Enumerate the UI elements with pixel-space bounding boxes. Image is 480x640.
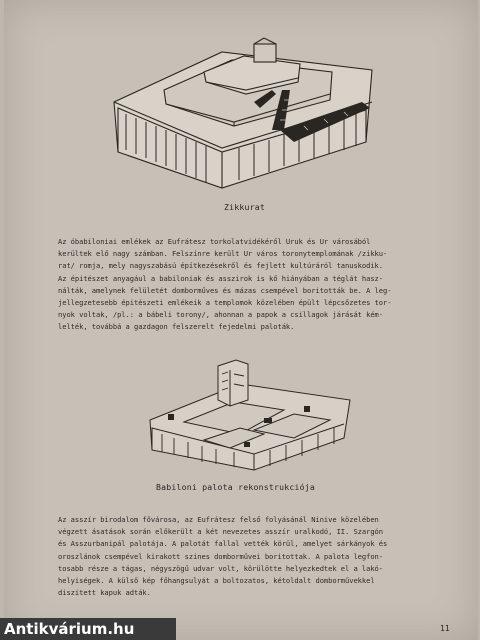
watermark: Antikvárium.hu [0, 618, 176, 640]
page-number: 11 [440, 624, 450, 633]
text-line: végzett ásatások során előkerült a két nevezetes asszír uralkodó, II. Szargón [58, 527, 384, 537]
document-page [4, 0, 478, 640]
text-line: Az épitészet anyagául a babiloniak és asszirok is kő hiányában a téglát hasz- [58, 273, 384, 283]
ziggurat-illustration [104, 30, 404, 190]
text-line: helyiségek. A külső kép főhangsulyát a boltozatos, kétoldalt domborművekkel [58, 576, 375, 586]
figure-caption-palace: Babiloni palota rekonstrukciója [156, 482, 316, 492]
text-line: nálták, amelynek felületét domborműves és mázas csempével boritották be. A leg- [58, 285, 392, 295]
babylonian-palace-illustration [144, 354, 354, 472]
paragraph-old-babylonian [58, 236, 458, 334]
text-line: Az óbabiloniai emlékek az Eufrátesz torkolatvidékéről Uruk és Ur városából [58, 237, 371, 246]
text-line: diszitett kapuk adták. [58, 588, 151, 598]
text-line: lelték, továbbá a gazdagon felszerelt fejedelmi paloták. [58, 322, 295, 332]
text-line: jellegzetesebb épitészeti emlékeik a templomok közelében épült lépcsőzetes tor- [58, 298, 392, 308]
paragraph-assyrian-empire [58, 514, 458, 599]
text-line: kerültek elő nagy számban. Felszínre került Ur város toronytemplomának /zikku- [58, 249, 388, 259]
text-line: és Asszurbanipál palotája. A palotát fallal vették körül, amelyet sárkányok és [58, 539, 388, 549]
text-line: oroszlánok csempével kirakott szines domborművei boritottak. A palota legfon- [58, 551, 384, 561]
text-line: nyok voltak, /pl.: a bábeli torony/, ahonnan a papok a csillagok járását kém- [58, 310, 384, 320]
text-line: rat/ romja, mely nagyszabású építkezésekről és fejlett kultúráról tanuskodik. [58, 261, 384, 271]
text-line: Az asszír birodalom fővárosa, az Eufrátesz felső folyásánál Ninive közelében [58, 515, 379, 524]
figure-caption-ziggurat: Zikkurat [224, 202, 266, 212]
text-line: tosabb része a tágas, négyszögű udvar volt, körülötte helyezkedtek el a lakó- [58, 563, 384, 573]
